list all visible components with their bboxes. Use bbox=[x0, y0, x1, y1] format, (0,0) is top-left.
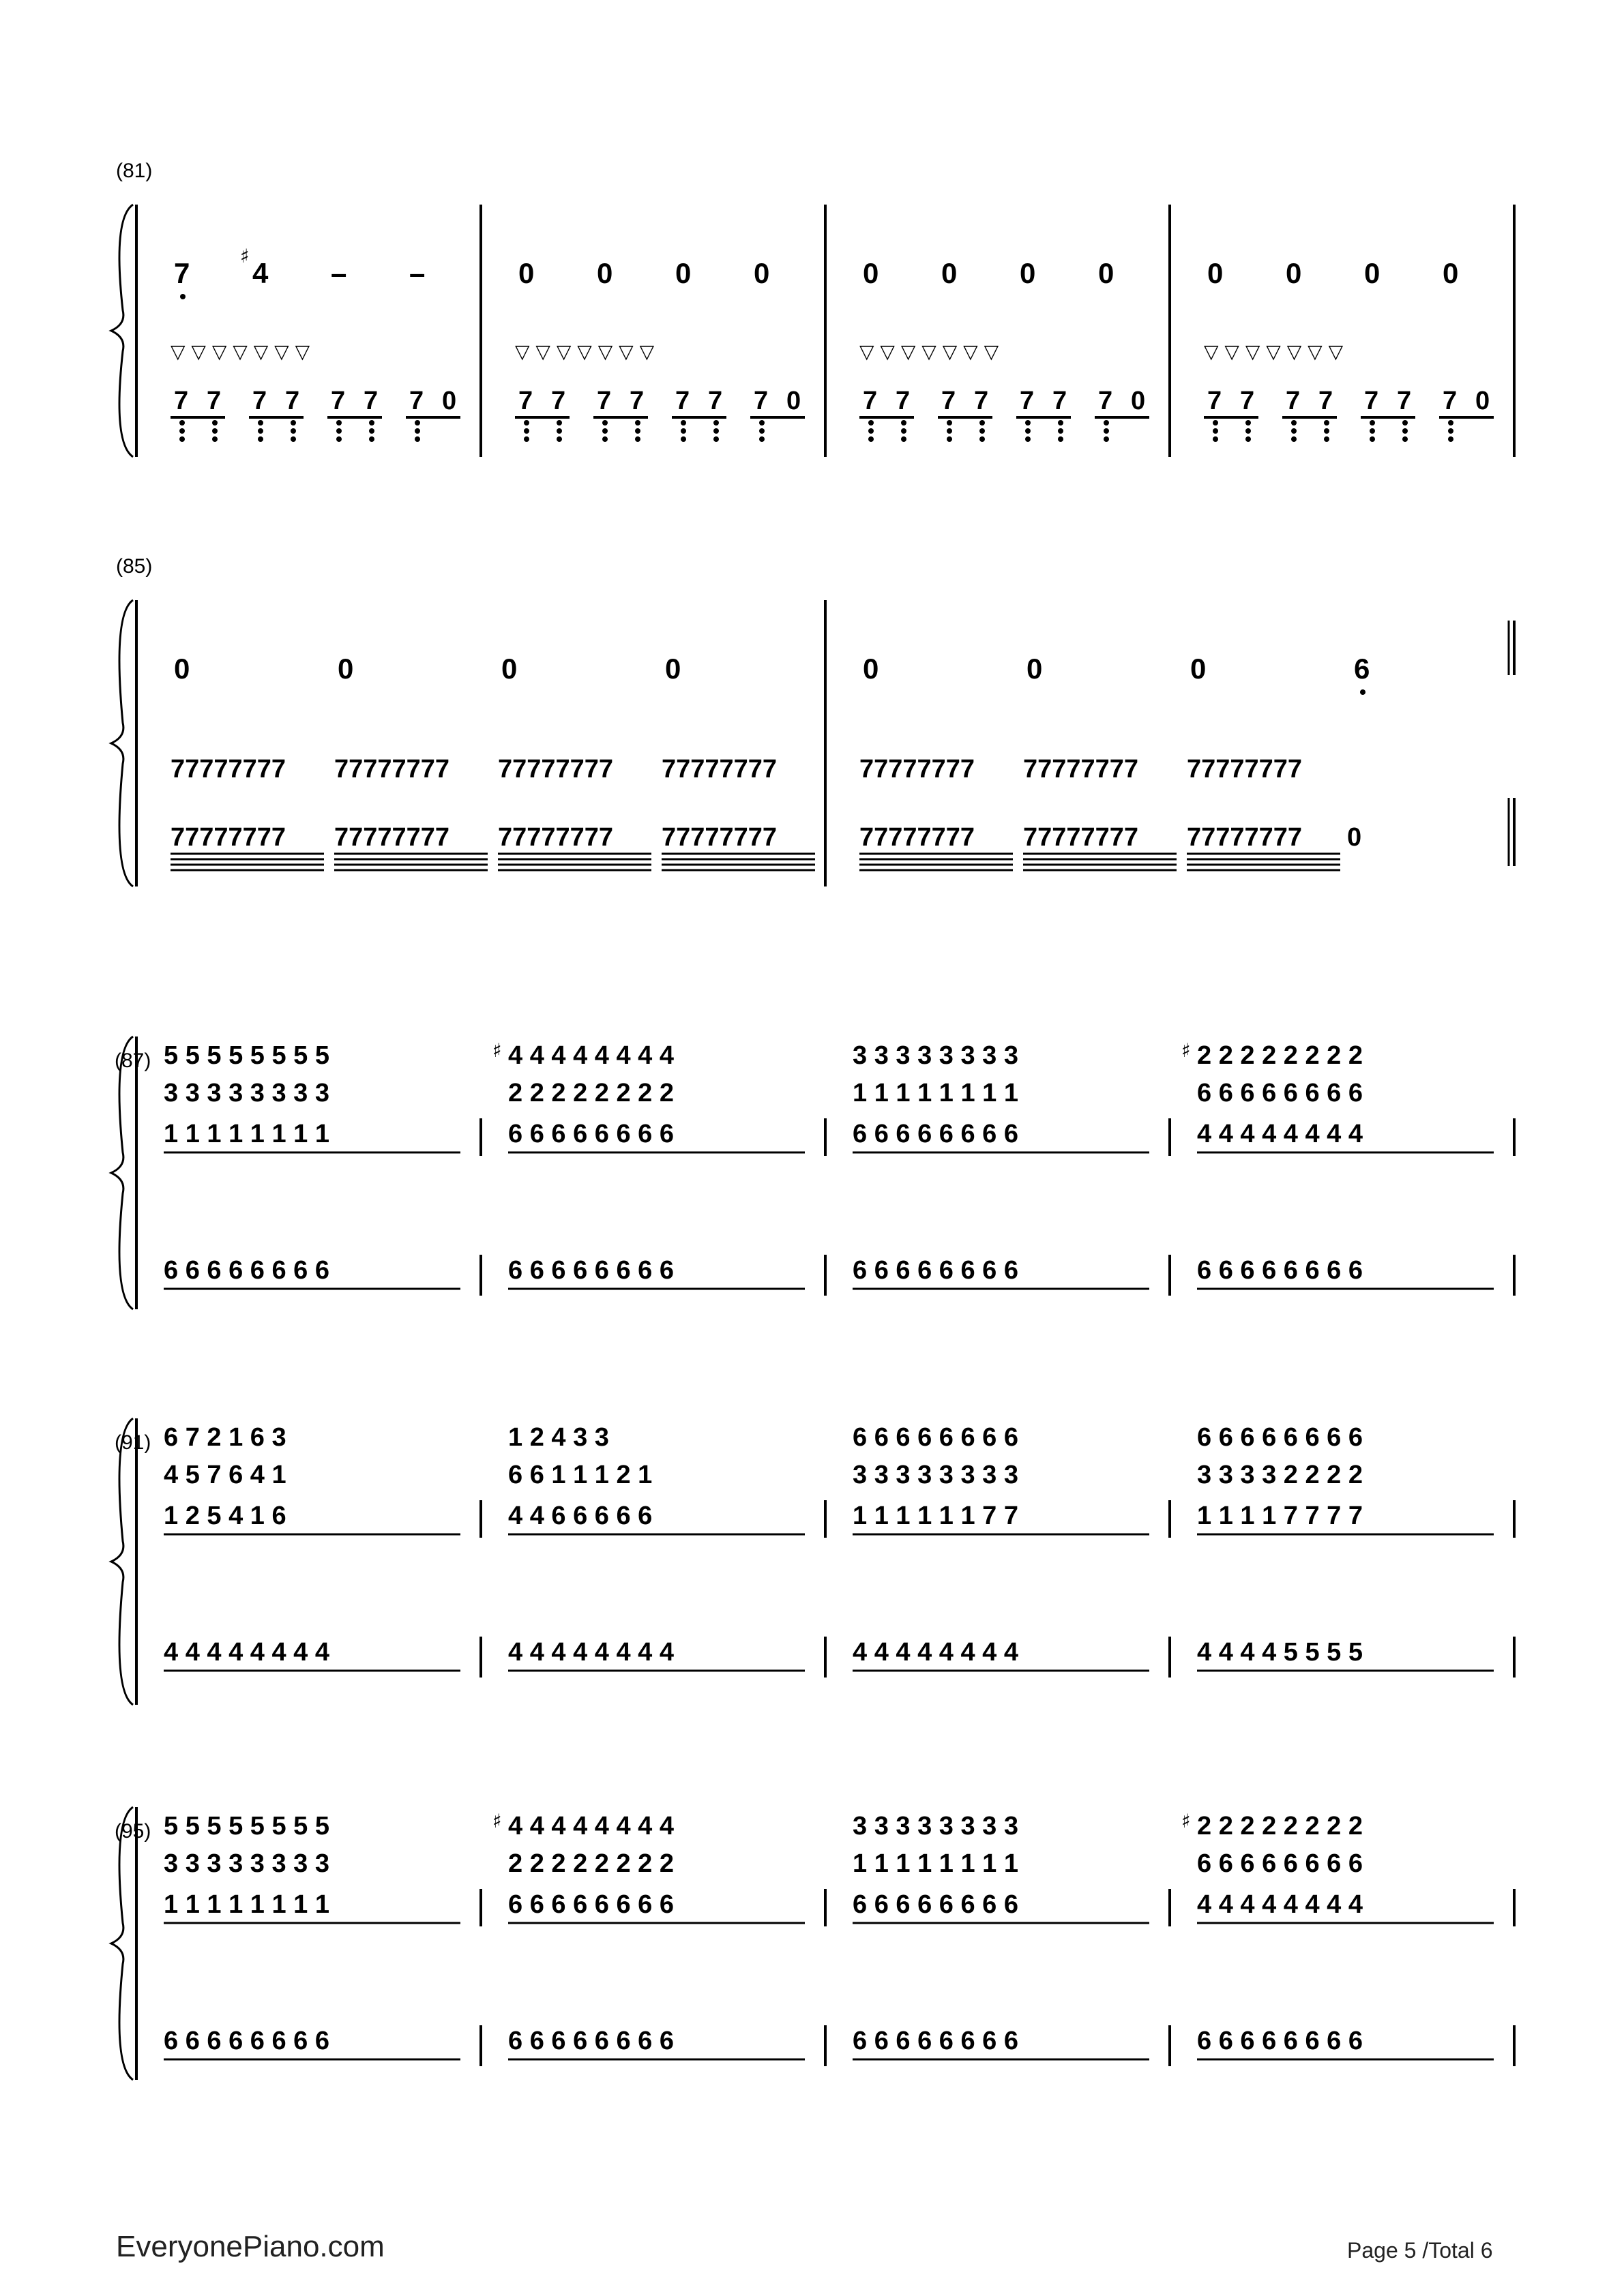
octave-dot bbox=[635, 420, 640, 426]
chord-top-row: 6 7 2 1 6 3 bbox=[164, 1423, 286, 1452]
tremolo-group-lower: 77777777 bbox=[662, 823, 778, 852]
bass-note: 7 bbox=[754, 387, 769, 415]
octave-dot bbox=[258, 436, 263, 442]
octave-dot bbox=[1245, 420, 1251, 426]
note: 7 bbox=[174, 257, 190, 289]
octave-dot bbox=[1360, 689, 1365, 695]
bass-note: 7 bbox=[551, 387, 566, 415]
tremolo-group-lower: 77777777 bbox=[498, 823, 614, 852]
bass-note: 7 bbox=[708, 387, 723, 415]
octave-dot bbox=[179, 428, 185, 434]
note: 0 bbox=[338, 653, 354, 685]
bass-note: 7 bbox=[518, 387, 533, 415]
chord-low-row: 4 4 4 4 4 4 4 4 bbox=[1197, 1890, 1363, 1919]
octave-dot bbox=[681, 436, 686, 442]
octave-dot bbox=[1245, 428, 1251, 434]
chord-mid-row: 2 2 2 2 2 2 2 2 bbox=[508, 1079, 674, 1107]
octave-dot bbox=[1370, 420, 1375, 426]
sharp-sign: ♯ bbox=[492, 1039, 502, 1062]
octave-dot bbox=[258, 420, 263, 426]
bass-note: 7 bbox=[941, 387, 956, 415]
note: 0 bbox=[1364, 257, 1381, 289]
octave-dot bbox=[180, 294, 186, 299]
octave-dot bbox=[212, 436, 218, 442]
octave-dot bbox=[369, 436, 374, 442]
chord-mid-row: 2 2 2 2 2 2 2 2 bbox=[508, 1849, 674, 1878]
octave-dot bbox=[1213, 428, 1218, 434]
octave-dot bbox=[557, 436, 562, 442]
chord-top-row: 6 6 6 6 6 6 6 6 bbox=[853, 1423, 1018, 1452]
chord-top-row: 6 6 6 6 6 6 6 6 bbox=[1197, 1423, 1363, 1452]
octave-dot bbox=[557, 420, 562, 426]
chord-low-row: 1 1 1 1 1 1 1 1 bbox=[164, 1120, 329, 1148]
octave-dot bbox=[524, 428, 529, 434]
octave-dot bbox=[947, 436, 952, 442]
chord-top-row: 5 5 5 5 5 5 5 5 bbox=[164, 1041, 329, 1070]
octave-dot bbox=[1324, 436, 1329, 442]
chord-low-row: 6 6 6 6 6 6 6 6 bbox=[508, 1890, 674, 1919]
sharp-sign: ♯ bbox=[1181, 1039, 1191, 1062]
accent-marks: ▽ ▽ ▽ ▽ ▽ ▽ ▽ bbox=[859, 340, 999, 363]
note: 6 bbox=[1354, 653, 1370, 685]
measure-number: (85) bbox=[116, 555, 153, 578]
chord-mid-row: 1 1 1 1 1 1 1 1 bbox=[853, 1079, 1018, 1107]
octave-dot bbox=[1291, 420, 1297, 426]
bass-note: 7 bbox=[597, 387, 612, 415]
site-name[interactable]: EveryonePiano.com bbox=[116, 2230, 385, 2263]
bass-note: 7 bbox=[409, 387, 424, 415]
octave-dot bbox=[291, 420, 296, 426]
octave-dot bbox=[557, 428, 562, 434]
system-brace bbox=[111, 1418, 133, 1705]
octave-dot bbox=[759, 428, 765, 434]
chord-mid-row: 3 3 3 3 3 3 3 3 bbox=[164, 1849, 329, 1878]
octave-dot bbox=[336, 436, 342, 442]
bass-note: 7 bbox=[896, 387, 911, 415]
chord-low-row: 6 6 6 6 6 6 6 6 bbox=[508, 1120, 674, 1148]
octave-dot bbox=[1402, 428, 1408, 434]
octave-dot bbox=[1448, 420, 1453, 426]
chord-mid-row: 3 3 3 3 3 3 3 3 bbox=[853, 1461, 1018, 1489]
note: 0 bbox=[597, 257, 613, 289]
octave-dot bbox=[1058, 436, 1063, 442]
sharp-sign: ♯ bbox=[492, 1810, 502, 1832]
chord-mid-row: 4 5 7 6 4 1 bbox=[164, 1461, 286, 1489]
octave-dot bbox=[179, 420, 185, 426]
bass-row: 4 4 4 4 5 5 5 5 bbox=[1197, 1638, 1363, 1667]
octave-dot bbox=[336, 428, 342, 434]
tremolo-group-upper: 77777777 bbox=[498, 755, 614, 784]
accent-marks: ▽ ▽ ▽ ▽ ▽ ▽ ▽ bbox=[515, 340, 655, 363]
octave-dot bbox=[524, 436, 529, 442]
note: 0 bbox=[1027, 653, 1043, 685]
tremolo-group-lower: 77777777 bbox=[1187, 823, 1303, 852]
bass-row: 6 6 6 6 6 6 6 6 bbox=[164, 1256, 329, 1285]
tremolo-group-lower: 77777777 bbox=[1023, 823, 1139, 852]
octave-dot bbox=[212, 420, 218, 426]
note: 0 bbox=[863, 257, 879, 289]
bass-note: 7 bbox=[207, 387, 222, 415]
octave-dot bbox=[258, 428, 263, 434]
system-brace bbox=[111, 600, 133, 886]
bass-note: 7 bbox=[1364, 387, 1379, 415]
chord-mid-row: 6 6 6 6 6 6 6 6 bbox=[1197, 1079, 1363, 1107]
octave-dot bbox=[901, 428, 906, 434]
bass-rest: 0 bbox=[1347, 823, 1362, 852]
bass-row: 4 4 4 4 4 4 4 4 bbox=[508, 1638, 674, 1667]
note: 0 bbox=[1286, 257, 1302, 289]
chord-low-row: 6 6 6 6 6 6 6 6 bbox=[853, 1890, 1018, 1919]
note: 0 bbox=[675, 257, 692, 289]
chord-mid-row: 1 1 1 1 1 1 1 1 bbox=[853, 1849, 1018, 1878]
bass-note: 7 bbox=[364, 387, 379, 415]
measure-number: (95) bbox=[115, 1820, 151, 1843]
octave-dot bbox=[602, 420, 608, 426]
chord-top-row: 2 2 2 2 2 2 2 2 bbox=[1197, 1812, 1363, 1840]
bass-note: 7 bbox=[1318, 387, 1333, 415]
note: 0 bbox=[518, 257, 535, 289]
accent-marks: ▽ ▽ ▽ ▽ ▽ ▽ ▽ bbox=[1204, 340, 1344, 363]
octave-dot bbox=[291, 436, 296, 442]
octave-dot bbox=[291, 428, 296, 434]
tremolo-group-upper: 77777777 bbox=[859, 755, 975, 784]
chord-low-row: 6 6 6 6 6 6 6 6 bbox=[853, 1120, 1018, 1148]
sharp-sign: ♯ bbox=[240, 245, 250, 267]
octave-dot bbox=[1213, 436, 1218, 442]
octave-dot bbox=[1291, 436, 1297, 442]
octave-dot bbox=[602, 436, 608, 442]
note: 0 bbox=[941, 257, 958, 289]
note: 0 bbox=[754, 257, 770, 289]
octave-dot bbox=[212, 428, 218, 434]
note: – bbox=[409, 257, 426, 289]
chord-mid-row: 6 6 6 6 6 6 6 6 bbox=[1197, 1849, 1363, 1878]
tremolo-group-upper: 77777777 bbox=[171, 755, 286, 784]
octave-dot bbox=[1058, 428, 1063, 434]
bass-note: 0 bbox=[1131, 387, 1146, 415]
note: 0 bbox=[1190, 653, 1207, 685]
sharp-sign: ♯ bbox=[1181, 1810, 1191, 1832]
note: 4 bbox=[252, 257, 269, 289]
note: 0 bbox=[665, 653, 681, 685]
octave-dot bbox=[415, 428, 420, 434]
bass-note: 7 bbox=[675, 387, 690, 415]
accent-marks: ▽ ▽ ▽ ▽ ▽ ▽ ▽ bbox=[171, 340, 310, 363]
octave-dot bbox=[1448, 436, 1453, 442]
bass-note: 7 bbox=[630, 387, 645, 415]
octave-dot bbox=[713, 436, 719, 442]
chord-low-row: 1 1 1 1 1 1 7 7 bbox=[853, 1502, 1018, 1530]
octave-dot bbox=[1370, 436, 1375, 442]
measure-number: (91) bbox=[115, 1431, 151, 1454]
chord-top-row: 1 2 4 3 3 bbox=[508, 1423, 609, 1452]
tremolo-group-upper: 77777777 bbox=[1023, 755, 1139, 784]
chord-top-row: 3 3 3 3 3 3 3 3 bbox=[853, 1812, 1018, 1840]
bass-row: 4 4 4 4 4 4 4 4 bbox=[164, 1638, 329, 1667]
octave-dot bbox=[1245, 436, 1251, 442]
octave-dot bbox=[681, 428, 686, 434]
note: 0 bbox=[501, 653, 518, 685]
octave-dot bbox=[947, 420, 952, 426]
system-brace bbox=[111, 1807, 133, 2080]
chord-top-row: 3 3 3 3 3 3 3 3 bbox=[853, 1041, 1018, 1070]
bass-note: 7 bbox=[285, 387, 300, 415]
octave-dot bbox=[901, 420, 906, 426]
bass-note: 7 bbox=[174, 387, 189, 415]
tremolo-group-lower: 77777777 bbox=[859, 823, 975, 852]
octave-dot bbox=[681, 420, 686, 426]
octave-dot bbox=[1324, 420, 1329, 426]
bass-note: 7 bbox=[252, 387, 267, 415]
measure-number: (81) bbox=[116, 160, 153, 182]
note: 0 bbox=[1020, 257, 1036, 289]
octave-dot bbox=[602, 428, 608, 434]
octave-dot bbox=[415, 420, 420, 426]
chord-top-row: 2 2 2 2 2 2 2 2 bbox=[1197, 1041, 1363, 1070]
octave-dot bbox=[336, 420, 342, 426]
note: 0 bbox=[1207, 257, 1224, 289]
octave-dot bbox=[524, 420, 529, 426]
octave-dot bbox=[369, 428, 374, 434]
chord-top-row: 5 5 5 5 5 5 5 5 bbox=[164, 1812, 329, 1840]
octave-dot bbox=[635, 428, 640, 434]
chord-low-row: 4 4 4 4 4 4 4 4 bbox=[1197, 1120, 1363, 1148]
bass-row: 6 6 6 6 6 6 6 6 bbox=[1197, 1256, 1363, 1285]
bass-note: 7 bbox=[1397, 387, 1412, 415]
bass-note: 7 bbox=[863, 387, 878, 415]
bass-row: 6 6 6 6 6 6 6 6 bbox=[508, 2027, 674, 2055]
page-indicator: Page 5 /Total 6 bbox=[1347, 2238, 1493, 2263]
octave-dot bbox=[1025, 420, 1031, 426]
chord-top-row: 4 4 4 4 4 4 4 4 bbox=[508, 1041, 674, 1070]
bass-row: 6 6 6 6 6 6 6 6 bbox=[853, 2027, 1018, 2055]
chord-mid-row: 3 3 3 3 2 2 2 2 bbox=[1197, 1461, 1363, 1489]
octave-dot bbox=[979, 420, 985, 426]
octave-dot bbox=[1370, 428, 1375, 434]
chord-low-row: 1 1 1 1 1 1 1 1 bbox=[164, 1890, 329, 1919]
octave-dot bbox=[979, 436, 985, 442]
octave-dot bbox=[1402, 420, 1408, 426]
octave-dot bbox=[868, 436, 874, 442]
octave-dot bbox=[635, 436, 640, 442]
octave-dot bbox=[759, 420, 765, 426]
bass-row: 6 6 6 6 6 6 6 6 bbox=[508, 1256, 674, 1285]
octave-dot bbox=[1104, 420, 1109, 426]
bass-note: 7 bbox=[1443, 387, 1458, 415]
measure-number: (87) bbox=[115, 1049, 151, 1072]
note: 0 bbox=[863, 653, 879, 685]
tremolo-group-upper: 77777777 bbox=[1187, 755, 1303, 784]
bass-note: 7 bbox=[1286, 387, 1301, 415]
tremolo-group-upper: 77777777 bbox=[334, 755, 450, 784]
octave-dot bbox=[979, 428, 985, 434]
note: – bbox=[331, 257, 347, 289]
system-brace bbox=[111, 205, 133, 457]
octave-dot bbox=[1104, 428, 1109, 434]
bass-note: 7 bbox=[1020, 387, 1035, 415]
octave-dot bbox=[868, 420, 874, 426]
octave-dot bbox=[1025, 428, 1031, 434]
bass-note: 0 bbox=[442, 387, 457, 415]
system-brace bbox=[111, 1037, 133, 1309]
octave-dot bbox=[947, 428, 952, 434]
chord-low-row: 1 2 5 4 1 6 bbox=[164, 1502, 286, 1530]
tremolo-group-lower: 77777777 bbox=[171, 823, 286, 852]
octave-dot bbox=[1291, 428, 1297, 434]
bass-row: 6 6 6 6 6 6 6 6 bbox=[853, 1256, 1018, 1285]
bass-row: 6 6 6 6 6 6 6 6 bbox=[164, 2027, 329, 2055]
bass-note: 7 bbox=[974, 387, 989, 415]
chord-low-row: 4 4 6 6 6 6 6 bbox=[508, 1502, 653, 1530]
octave-dot bbox=[1448, 428, 1453, 434]
octave-dot bbox=[1213, 420, 1218, 426]
octave-dot bbox=[1104, 436, 1109, 442]
octave-dot bbox=[868, 428, 874, 434]
octave-dot bbox=[179, 436, 185, 442]
bass-note: 0 bbox=[1475, 387, 1490, 415]
chord-mid-row: 6 6 1 1 1 2 1 bbox=[508, 1461, 653, 1489]
bass-note: 7 bbox=[1052, 387, 1067, 415]
octave-dot bbox=[1324, 428, 1329, 434]
octave-dot bbox=[415, 436, 420, 442]
octave-dot bbox=[1402, 436, 1408, 442]
tremolo-group-upper: 77777777 bbox=[662, 755, 778, 784]
octave-dot bbox=[759, 436, 765, 442]
bass-note: 7 bbox=[1240, 387, 1255, 415]
chord-top-row: 4 4 4 4 4 4 4 4 bbox=[508, 1812, 674, 1840]
bass-note: 7 bbox=[1207, 387, 1222, 415]
note: 0 bbox=[1443, 257, 1459, 289]
bass-note: 7 bbox=[1098, 387, 1113, 415]
bass-note: 7 bbox=[331, 387, 346, 415]
note: 0 bbox=[174, 653, 190, 685]
octave-dot bbox=[1025, 436, 1031, 442]
bass-row: 6 6 6 6 6 6 6 6 bbox=[1197, 2027, 1363, 2055]
bass-row: 4 4 4 4 4 4 4 4 bbox=[853, 1638, 1018, 1667]
octave-dot bbox=[713, 420, 719, 426]
tremolo-group-lower: 77777777 bbox=[334, 823, 450, 852]
chord-mid-row: 3 3 3 3 3 3 3 3 bbox=[164, 1079, 329, 1107]
bass-note: 0 bbox=[786, 387, 801, 415]
note: 0 bbox=[1098, 257, 1114, 289]
chord-low-row: 1 1 1 1 7 7 7 7 bbox=[1197, 1502, 1363, 1530]
octave-dot bbox=[901, 436, 906, 442]
octave-dot bbox=[713, 428, 719, 434]
octave-dot bbox=[1058, 420, 1063, 426]
octave-dot bbox=[369, 420, 374, 426]
